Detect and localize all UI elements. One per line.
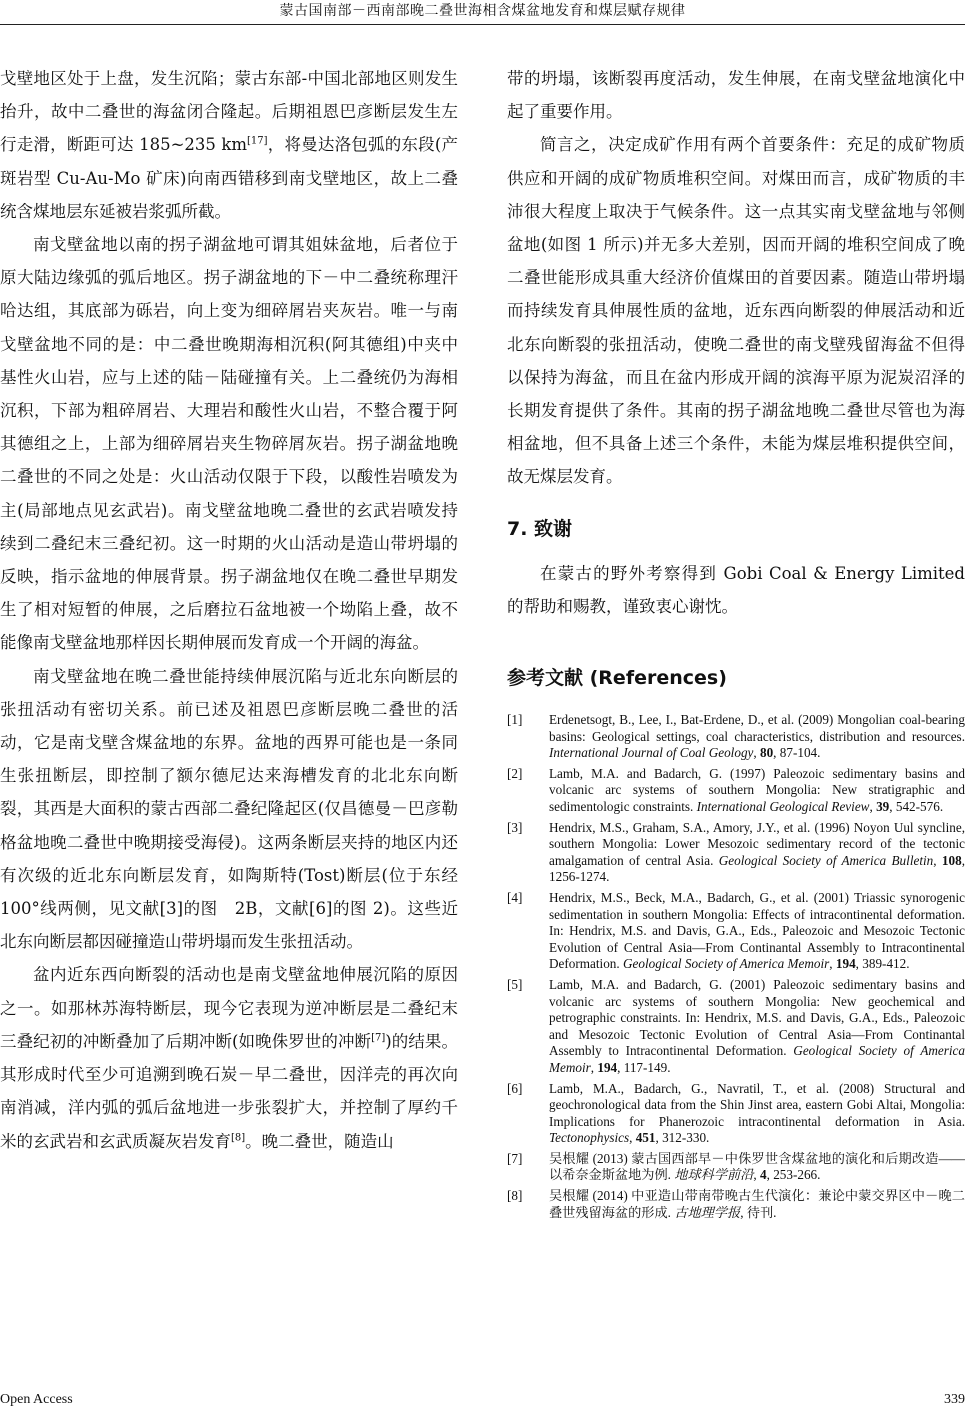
footer-open-access: Open Access — [0, 1392, 73, 1407]
reference-number: [8] — [507, 1188, 523, 1204]
reference-item — [507, 766, 965, 816]
body-paragraph: 带的坍塌，该断裂再度活动，发生伸展，在南戈壁盆地演化中起了重要作用。 — [507, 69, 965, 122]
reference-number: [7] — [507, 1150, 523, 1166]
reference-item — [507, 712, 965, 762]
reference-number: [5] — [507, 976, 523, 992]
left-column — [0, 62, 475, 1158]
journal-volume: 194 — [835, 956, 856, 972]
body-paragraph: 盆内近东西向断裂的活动也是南戈壁盆地伸展沉陷的原因之一。如那林苏海特断层，现今它表现为逆冲断层是二叠纪末三叠纪初的冲断叠加了后期冲断(如晚侏罗世的冲断[7])的结果。其形成时代至少可追溯到晚石炭－早二叠世，因洋壳的再次向南消减，洋内弧的弧后盆地进一步张裂扩大，并控制了厚约千米的玄武岩和玄武质凝灰岩发育[8]。晚二叠世，随造山 — [0, 965, 459, 1151]
journal-volume: 4 — [760, 1167, 767, 1183]
reference-number: [1] — [507, 712, 523, 728]
reference-text: Hendrix, M.S., Graham, S.A., Amory, J.Y., et al. (1996) Noyon Uul syncline, southern Mongolia: Lower Mesozoic sedimentary record of the tectonic amalgamation of central Asia. Geological Society of America Bulletin, 108, 1256-1274. — [549, 819, 965, 885]
journal-name: Tectonophysics — [549, 1130, 630, 1146]
body-paragraph: 南戈壁盆地以南的拐子湖盆地可谓其姐妹盆地，后者位于原大陆边缘弧的弧后地区。拐子湖盆地的下－中二叠统称理汗哈达组，其底部为砾岩，向上变为细碎屑岩夹灰岩。唯一与南戈壁盆地不同的是：中二叠世晚期海相沉积(阿其德组)中夹中基性火山岩，应与上述的陆－陆碰撞有关。上二叠统仍为海相沉积，下部为粗碎屑岩、大理岩和酸性火山岩，不整合覆于阿其德组之上，上部为细碎屑岩夹生物碎屑灰岩。拐子湖盆地晚二叠世的不同之处是：火山活动仅限于下段，以酸性岩喷发为主(局部地点见玄武岩)。南戈壁盆地晚二叠世的玄武岩喷发持续到二叠纪末三叠纪初。这一时期的火山活动是造山带坍塌的反映，指示盆地的伸展背景。拐子湖盆地仅在晚二叠世早期发生了相对短暂的伸展，之后磨拉石盆地被一个坳陷上叠，故不能像南戈壁盆地那样因长期伸展而发育成一个开阔的海盆。 — [0, 235, 458, 653]
reference-item — [507, 977, 965, 1077]
journal-name: International Geological Review — [696, 799, 870, 815]
journal-volume: 80 — [759, 745, 774, 761]
reference-item — [507, 1151, 965, 1184]
citation[interactable]: [7] — [371, 1032, 386, 1044]
references-heading: 参考文献 (References) — [507, 667, 727, 690]
reference-text: Hendrix, M.S., Beck, M.A., Badarch, G., et al. (2001) Triassic synorogenic sedimentation in southern Mongolia: Effects of intracontinental deformation. In: Hendrix, M.S. and Davis, G.A., Eds., Paleozoic and Mesozoic Tectonic Evolution of Central Asia—From Continantal Assembly to Intracontinental Deformation. Geological Society of America Memoir, 194, 389-412. — [549, 889, 965, 972]
citation[interactable]: [8] — [231, 1132, 246, 1143]
reference-item — [507, 1188, 965, 1221]
reference-text: 吴根耀 (2014) 中亚造山带南带晚古生代演化：兼论中蒙交界区中－晚二叠世残留海盆的形成. 古地理学报, 待刊. — [549, 1188, 965, 1220]
reference-number: [2] — [507, 765, 523, 781]
body-paragraph: 简言之，决定成矿作用有两个首要条件：充足的成矿物质供应和开阔的成矿物质堆积空间。对煤田而言，成矿物质的丰沛很大程度上取决于气候条件。这一点其实南戈壁盆地与邻侧盆地(如图 1 所示)并无多大差别，因而开阔的堆积空间成了晚二叠世能形成具重大经济价值煤田的首要因素。随造山带坍塌而持续发育具伸展性质的盆地，近东西向断裂的伸展活动和近北东向断裂的张扭活动，使晚二叠世的南戈壁残留海盆不但得以保持为海盆，而且在盆内形成开阔的滨海平原为泥炭沼泽的长期发育提供了条件。其南的拐子湖盆地晚二叠世尽管也为海相盆地，但不具备上述三个条件，未能为煤层堆积提供空间，故无煤层发育。 — [507, 135, 965, 487]
body-paragraph: 南戈壁盆地在晚二叠世能持续伸展沉陷与近北东向断层的张扭活动有密切关系。前已述及祖恩巴彦断层晚二叠世的活动，它是南戈壁含煤盆地的东界。盆地的西界可能也是一条同生张扭断层，即控制了额尔德尼达来海槽发育的北北东向断裂，其西是大面积的蒙古西部二叠纪隆起区(仅昌德曼－巴彦勒格盆地晚二叠世中晚期接受海侵)。这两条断层夹持的地区内还有次级的近北东向断层发育，如陶斯特(Tost)断层(位于东经 100°线两侧，见文献[3]的图 2B，文献[6]的图 2)。这些近北东向断层都因碰撞造山带坍塌而发生张扭活动。 — [0, 666, 475, 952]
journal-name: 地球科学前沿 — [674, 1167, 754, 1183]
page-number: 339 — [944, 1392, 965, 1407]
journal-volume: 194 — [597, 1059, 618, 1075]
reference-item — [507, 1081, 965, 1147]
reference-item — [507, 820, 965, 886]
journal-volume: 451 — [635, 1130, 656, 1146]
reference-text: 吴根耀 (2013) 蒙古国西部早－中侏罗世含煤盆地的演化和后期改造——以希奈金斯盆地为例. 地球科学前沿, 4, 253-266. — [549, 1150, 965, 1183]
journal-name: Geological Society of America Bulletin — [718, 852, 934, 868]
body-paragraph: 戈壁地区处于上盘，发生沉陷；蒙古东部-中国北部地区则发生抬升，故中二叠世的海盆闭合隆起。后期祖恩巴彦断层发生左行走滑，断距可达 185~235 km[17]，将曼达洛包弧的东段(产斑岩型 Cu-Au-Mo 矿床)向南西错移到南戈壁地区，故上二叠统含煤地层东延被岩浆弧所截。 — [0, 69, 458, 221]
reference-list — [507, 712, 965, 1221]
reference-text: Lamb, M.A., Badarch, G., Navratil, T., et al. (2008) Structural and geochronological data from the Shin Jinst area, eastern Gobi Altai, Mongolia: Implications for Phanerozoic intracontinental deformation in Asia. Tectonophysics, 451, 312-330. — [549, 1080, 965, 1146]
reference-text: Lamb, M.A. and Badarch, G. (1997) Paleozoic sedimentary basins and volcanic arc systems of southern Mongolia: New stratigraphic and sedimentologic constraints. International Geological Review, 39, 542-576. — [549, 765, 965, 815]
reference-item — [507, 890, 965, 973]
running-title: 蒙古国南部－西南部晚二叠世海相含煤盆地发育和煤层赋存规律 — [279, 3, 686, 19]
reference-number: [3] — [507, 819, 523, 835]
section-heading-acknowledgements: 7. 致谢 — [507, 517, 573, 540]
journal-volume: 39 — [876, 799, 890, 815]
reference-number: [4] — [507, 889, 523, 905]
journal-volume: 108 — [941, 852, 962, 868]
reference-number: [6] — [507, 1080, 523, 1096]
journal-name: International Journal of Coal Geology — [549, 745, 754, 761]
reference-text: Lamb, M.A. and Badarch, G. (2001) Paleozoic sedimentary basins and volcanic arc systems of southern Mongolia: New geochemical and petrographic constraints. In: Hendrix, M.S. and Davis, G.A., Eds., Paleozoic and Mesozoic Tectonic Evolution of Central Asia—From Continantal Assembly to Intracontinental Deformation. Geological Society of America Memoir, 194, 117-149. — [549, 976, 965, 1075]
journal-name: 古地理学报 — [674, 1204, 741, 1220]
reference-text: Erdenetsogt, B., Lee, I., Bat-Erdene, D., et al. (2009) Mongolian coal-bearing basins: Geological settings, coal characteristics, distribution and resources. International Journal of Coal Geology, 80, 87-104. — [549, 712, 965, 761]
header-rule — [0, 24, 965, 25]
right-column — [507, 62, 965, 1225]
citation[interactable]: [17] — [247, 135, 268, 147]
acknowledgement-paragraph: 在蒙古的野外考察得到 Gobi Coal & Energy Limited 的帮助和赐教，谨致衷心谢忱。 — [507, 563, 965, 616]
journal-name: Geological Society of America Memoir — [622, 956, 830, 972]
journal-name: Geological Society of America Memoir — [549, 1043, 965, 1075]
